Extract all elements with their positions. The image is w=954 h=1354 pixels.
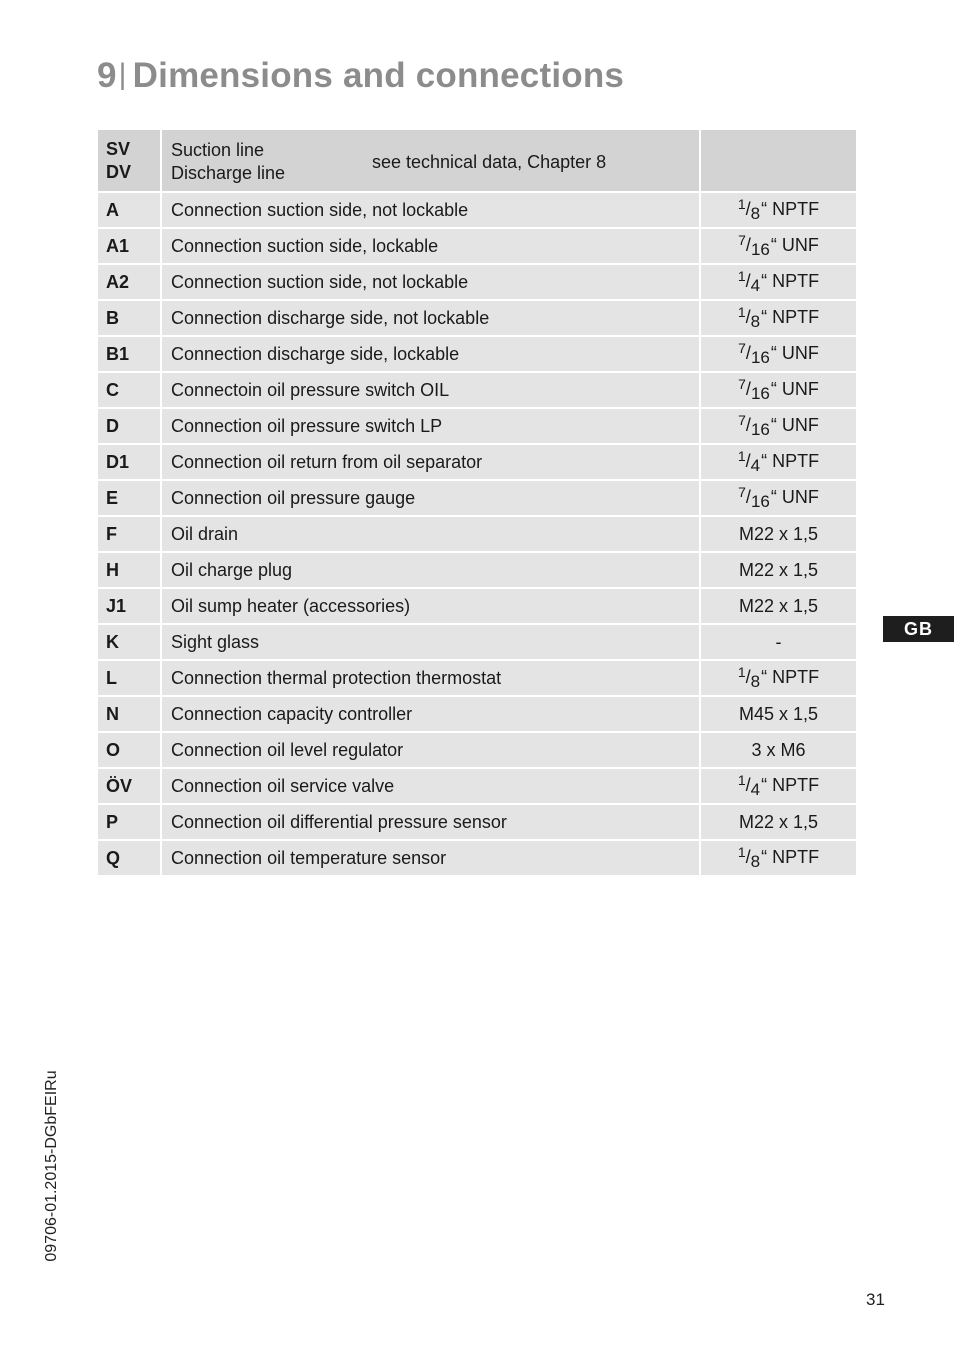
thread-type: “ UNF — [770, 343, 819, 363]
connection-size — [700, 192, 856, 228]
connection-size — [700, 480, 856, 516]
connection-size — [700, 300, 856, 336]
page-number: 31 — [866, 1290, 885, 1309]
fraction-numerator: 7 — [738, 484, 746, 500]
connection-code: D — [98, 408, 161, 444]
table-row — [98, 552, 856, 588]
thread-type: “ NPTF — [761, 847, 820, 867]
table-row — [98, 840, 856, 876]
header-suction-line: Suction line — [171, 140, 265, 160]
fraction-denominator: 16 — [750, 240, 770, 259]
thread-fraction: $^1/_4“$ NPTF — [737, 772, 820, 799]
table-row — [98, 660, 856, 696]
fraction-denominator: 4 — [750, 456, 761, 475]
thread-type: “ NPTF — [761, 451, 820, 471]
connection-size: M22 x 1,5 — [700, 516, 856, 552]
connection-size: M22 x 1,5 — [700, 804, 856, 840]
thread-fraction: $^1/_8“$ NPTF — [737, 664, 820, 691]
table-row — [98, 732, 856, 768]
fraction-denominator: 4 — [750, 276, 761, 295]
thread-type: “ NPTF — [761, 667, 820, 687]
table-header-row — [98, 130, 856, 192]
table-row — [98, 192, 856, 228]
connection-code: ÖV — [98, 768, 161, 804]
connection-size — [700, 444, 856, 480]
fraction-numerator: 1 — [737, 844, 746, 860]
fraction-denominator: 8 — [750, 312, 761, 331]
header-code-sv: SV — [106, 138, 131, 159]
connection-size — [700, 336, 856, 372]
connection-description: Connection oil pressure switch LP — [161, 408, 700, 444]
connection-size — [700, 408, 856, 444]
header-value — [700, 130, 856, 192]
connection-description: Connection oil pressure gauge — [161, 480, 700, 516]
table-row — [98, 768, 856, 804]
connection-code: H — [98, 552, 161, 588]
connection-size: M22 x 1,5 — [700, 552, 856, 588]
connection-size: 3 x M6 — [700, 732, 856, 768]
header-discharge-line: Discharge line — [171, 163, 286, 183]
connection-code: A1 — [98, 228, 161, 264]
connection-description: Connection suction side, lockable — [161, 228, 700, 264]
table-row — [98, 804, 856, 840]
thread-type: “ NPTF — [761, 775, 820, 795]
thread-type: “ UNF — [770, 415, 819, 435]
thread-type: “ NPTF — [761, 199, 820, 219]
connection-description: Oil sump heater (accessories) — [161, 588, 700, 624]
header-note: see technical data, Chapter 8 — [372, 152, 607, 172]
table-row — [98, 228, 856, 264]
thread-fraction: $^7/_{16}“$ UNF — [738, 376, 819, 403]
table-row — [98, 516, 856, 552]
fraction-numerator: 1 — [737, 268, 746, 284]
connection-size — [700, 264, 856, 300]
fraction-denominator: 8 — [750, 852, 761, 871]
connection-description: Connection discharge side, lockable — [161, 336, 700, 372]
fraction-numerator: 1 — [737, 772, 746, 788]
connection-size — [700, 228, 856, 264]
table-row — [98, 588, 856, 624]
thread-fraction: $^1/_8“$ NPTF — [737, 196, 820, 223]
connection-size — [700, 372, 856, 408]
thread-fraction: $^1/_8“$ NPTF — [737, 844, 820, 871]
thread-type: “ UNF — [770, 235, 819, 255]
thread-fraction: $^7/_{16}“$ UNF — [738, 340, 819, 367]
fraction-denominator: 16 — [750, 384, 770, 403]
document-reference: 09706-01.2015-DGbFEIRu — [43, 1070, 60, 1262]
table-row — [98, 480, 856, 516]
fraction-denominator: 4 — [750, 780, 761, 799]
connection-code: K — [98, 624, 161, 660]
fraction-denominator: 16 — [750, 348, 770, 367]
connection-code: O — [98, 732, 161, 768]
fraction-denominator: 8 — [750, 672, 761, 691]
connections-table — [98, 130, 856, 877]
connection-description: Connection thermal protection thermostat — [161, 660, 700, 696]
connection-description: Connection oil level regulator — [161, 732, 700, 768]
connection-code: Q — [98, 840, 161, 876]
language-tab: GB — [883, 616, 954, 642]
thread-type: “ NPTF — [761, 271, 820, 291]
fraction-numerator: 7 — [738, 376, 746, 392]
connection-code: F — [98, 516, 161, 552]
table-row — [98, 264, 856, 300]
connection-code: J1 — [98, 588, 161, 624]
connection-size: M22 x 1,5 — [700, 588, 856, 624]
thread-type: “ UNF — [770, 379, 819, 399]
connection-description: Connection discharge side, not lockable — [161, 300, 700, 336]
section-title: Dimensions and connections — [132, 56, 625, 95]
fraction-numerator: 1 — [737, 448, 746, 464]
connection-code: A — [98, 192, 161, 228]
connection-code: B1 — [98, 336, 161, 372]
thread-fraction: $^7/_{16}“$ UNF — [738, 412, 819, 439]
thread-fraction: $^7/_{16}“$ UNF — [738, 232, 819, 259]
connection-description: Connection oil service valve — [161, 768, 700, 804]
thread-fraction: $^1/_4“$ NPTF — [737, 268, 820, 295]
connection-size: - — [700, 624, 856, 660]
connection-description: Connectoin oil pressure switch OIL — [161, 372, 700, 408]
fraction-numerator: 7 — [738, 340, 746, 356]
connection-description: Oil drain — [161, 516, 700, 552]
thread-fraction: $^1/_4“$ NPTF — [737, 448, 820, 475]
connection-description: Connection oil temperature sensor — [161, 840, 700, 876]
connection-description: Connection oil differential pressure sensor — [161, 804, 700, 840]
thread-fraction: $^7/_{16}“$ UNF — [738, 484, 819, 511]
fraction-numerator: 7 — [738, 412, 746, 428]
fraction-denominator: 16 — [750, 492, 770, 511]
connection-description: Connection capacity controller — [161, 696, 700, 732]
connection-code: L — [98, 660, 161, 696]
section-separator: | — [118, 58, 127, 91]
table-row — [98, 336, 856, 372]
thread-type: “ NPTF — [761, 307, 820, 327]
table-row — [98, 624, 856, 660]
connection-size — [700, 660, 856, 696]
connection-code: P — [98, 804, 161, 840]
connection-code: E — [98, 480, 161, 516]
connection-size: M45 x 1,5 — [700, 696, 856, 732]
connection-description: Connection oil return from oil separator — [161, 444, 700, 480]
header-description — [161, 130, 700, 192]
connection-description: Sight glass — [161, 624, 700, 660]
fraction-numerator: 1 — [737, 304, 746, 320]
table-row — [98, 408, 856, 444]
fraction-numerator: 1 — [737, 196, 746, 212]
connection-code: B — [98, 300, 161, 336]
connection-description: Connection suction side, not lockable — [161, 192, 700, 228]
connection-code: A2 — [98, 264, 161, 300]
page-title — [97, 56, 624, 96]
table-row — [98, 300, 856, 336]
connection-code: N — [98, 696, 161, 732]
connection-code: D1 — [98, 444, 161, 480]
section-number: 9 — [97, 56, 117, 95]
connection-description: Oil charge plug — [161, 552, 700, 588]
header-code-dv: DV — [106, 161, 132, 182]
thread-type: “ UNF — [770, 487, 819, 507]
connection-size — [700, 768, 856, 804]
fraction-numerator: 7 — [738, 232, 746, 248]
header-codes — [98, 130, 161, 192]
connection-code: C — [98, 372, 161, 408]
connection-description: Connection suction side, not lockable — [161, 264, 700, 300]
fraction-denominator: 8 — [750, 204, 761, 223]
thread-fraction: $^1/_8“$ NPTF — [737, 304, 820, 331]
connection-size — [700, 840, 856, 876]
table-row — [98, 372, 856, 408]
table-row — [98, 444, 856, 480]
fraction-numerator: 1 — [737, 664, 746, 680]
table-row — [98, 696, 856, 732]
fraction-denominator: 16 — [750, 420, 770, 439]
